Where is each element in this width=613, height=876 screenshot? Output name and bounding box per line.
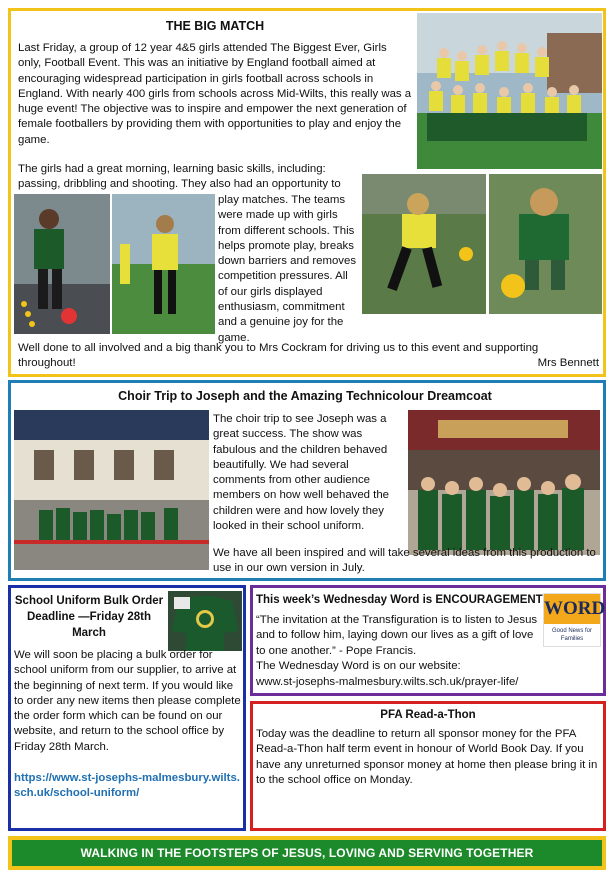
choir-para-1: The choir trip to see Joseph was a great success. The show was fabulous and the children behaved beautifully. We had several comments from other audience members on how well behaved the children were and how lovely they looked in their school uniform. bbox=[213, 413, 390, 533]
big-match-thanks: Well done to all involved and a big thank you to Mrs Cockram for driving us to this event and supporting throughout! bbox=[18, 342, 539, 370]
big-match-skills-lead: The girls had a great morning, learning basic skills, including: passing, dribbling and shooting. They also had an opportunity to bbox=[18, 163, 341, 191]
team-photo bbox=[417, 13, 602, 169]
choir-para-2: We have all been inspired and will take several ideas from this production to use in our own version in July. bbox=[213, 547, 596, 575]
theatre-photo bbox=[14, 410, 209, 570]
footer-motto: WALKING IN THE FOOTSTEPS OF JESUS, LOVING AND SERVING TOGETHER bbox=[12, 840, 602, 866]
uniform-link[interactable]: https://www.st-josephs-malmesbury.wilts.sch.uk/school-uniform/ bbox=[14, 772, 240, 800]
uniform-jumper-photo bbox=[168, 591, 242, 651]
wednesday-word-url[interactable]: www.st-josephs-malmesbury.wilts.sch.uk/prayer-life/ bbox=[256, 676, 519, 688]
wednesday-word-logo bbox=[543, 593, 606, 647]
shooting-photo bbox=[362, 174, 486, 314]
wednesday-word-title: This week’s Wednesday Word is ENCOURAGEMENT bbox=[256, 594, 543, 606]
dribbling-photo bbox=[14, 194, 110, 334]
pfa-title: PFA Read-a-Thon bbox=[380, 709, 476, 721]
pfa-body: Today was the deadline to return all sponsor money for the PFA Read-a-Thon half term event in honour of World Book Day. If you have any unreturned sponsor money at home then please bring it in to the school office on Monday. bbox=[256, 728, 598, 786]
wednesday-word-website-line: The Wednesday Word is on our website: bbox=[256, 660, 461, 672]
big-match-title: THE BIG MATCH bbox=[165, 19, 265, 33]
wednesday-word-logo-text: WORD bbox=[544, 594, 600, 624]
uniform-body: We will soon be placing a bulk order for school uniform from our supplier, to arrive at the beginning of next term. If you would like to order any new items then please complete the order form which can be found on our website, and return to the school office by Friday 28th March. bbox=[14, 649, 241, 753]
footer-banner bbox=[8, 836, 606, 870]
girl-running-photo bbox=[112, 194, 215, 334]
choir-title: Choir Trip to Joseph and the Amazing Technicolour Dreamcoat bbox=[118, 389, 492, 403]
big-match-intro: Last Friday, a group of 12 year 4&5 girls attended The Biggest Ever, Girls only, Football Event. This was an initiative by England football aimed at encouraging widespread participation in girls football across schools in England. With nearly 400 girls from schools across Mid-Wilts, this really was a huge event! The objective was to inspire and empower the next generation of female footballers by providing them with opportunities to play and enjoy the game. bbox=[18, 42, 412, 146]
ball-control-photo bbox=[489, 174, 602, 314]
wednesday-word-quote: “The invitation at the Transfiguration is to listen to Jesus and to follow him, laying down our lives as a gift of love to one another.” - Pope Francis. bbox=[256, 614, 538, 657]
uniform-title: School Uniform Bulk Order Deadline —Friday 28th March bbox=[14, 595, 164, 639]
big-match-signoff: Mrs Bennett bbox=[537, 357, 599, 369]
big-match-skills-cont: play matches. The teams were made up with girls from different schools. This helps promote play, breaks down barriers and removes competition pressures. All of our girls displayed enthusiasm, commitment and a genuine joy for the game. bbox=[218, 194, 357, 344]
wednesday-word-logo-tagline: Good News for Families bbox=[551, 628, 593, 642]
choir-group-photo bbox=[408, 410, 600, 555]
